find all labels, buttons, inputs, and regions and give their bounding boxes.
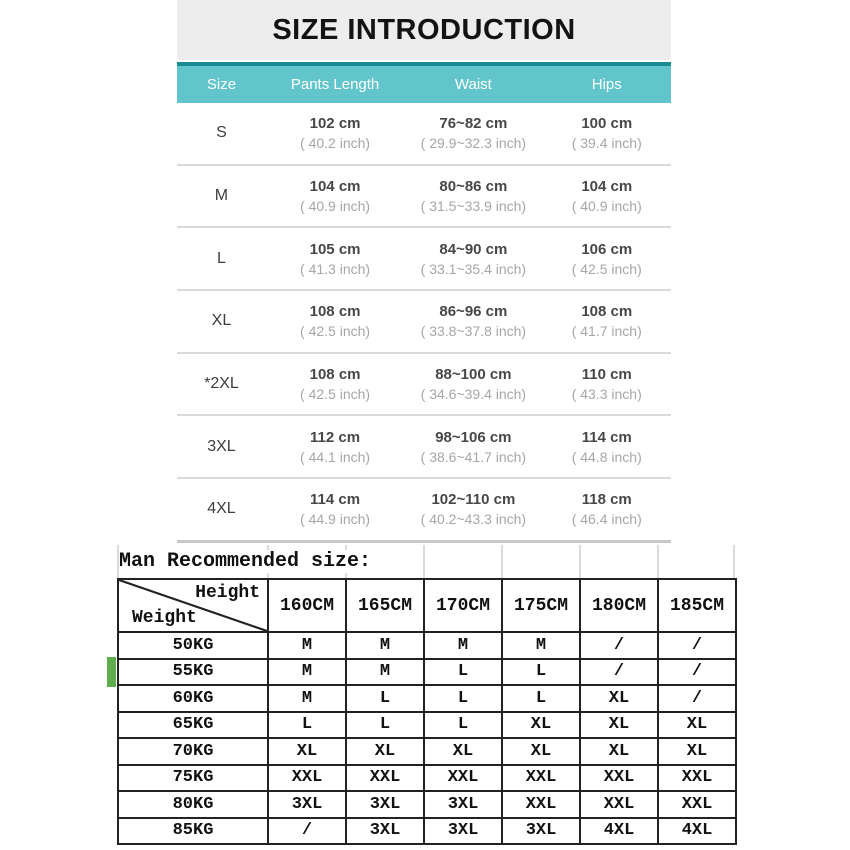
- hips-inch: ( 42.5 inch): [571, 260, 642, 277]
- size-label: L: [217, 249, 226, 267]
- hips-inch: ( 41.7 inch): [571, 323, 642, 340]
- recommend-size-value: XXL: [424, 765, 502, 792]
- waist-inch: ( 40.2~43.3 inch): [420, 511, 527, 528]
- recommend-size-value: 3XL: [346, 818, 424, 845]
- waist-inch: ( 38.6~41.7 inch): [420, 448, 527, 465]
- hips-inch: ( 40.9 inch): [571, 198, 642, 215]
- recommend-size-value: XL: [658, 738, 736, 765]
- size-table-header-row: [177, 62, 671, 103]
- recommend-row-55KG: [118, 659, 736, 686]
- recommend-size-value: L: [424, 659, 502, 686]
- page-title: SIZE INTRODUCTION: [177, 0, 671, 60]
- waist-cm: 76~82 cm: [439, 115, 508, 133]
- waist-inch: ( 33.8~37.8 inch): [420, 323, 527, 340]
- waist-cm: 102~110 cm: [431, 491, 516, 509]
- size-row-S: [177, 103, 671, 166]
- column-header-pants-length: Pants Length: [290, 76, 380, 93]
- recommend-size-value: XXL: [268, 765, 346, 792]
- recommend-size-value: M: [502, 632, 580, 659]
- weight-label: 65KG: [118, 712, 268, 739]
- recommend-row-70KG: [118, 738, 736, 765]
- corner-label-height: Height: [195, 583, 260, 603]
- pants-length-inch: ( 41.3 inch): [300, 260, 371, 277]
- recommend-size-value: M: [268, 659, 346, 686]
- recommend-size-value: XL: [346, 738, 424, 765]
- recommend-size-value: 4XL: [580, 818, 658, 845]
- recommend-size-value: XL: [580, 738, 658, 765]
- pants-length-cm: 104 cm: [309, 178, 361, 196]
- green-artifact: [107, 657, 116, 687]
- recommend-size-value: /: [580, 632, 658, 659]
- recommend-table-body: [118, 632, 736, 844]
- pants-length-inch: ( 44.9 inch): [300, 511, 371, 528]
- hips-cm: 118 cm: [581, 491, 632, 509]
- pants-length-inch: ( 40.9 inch): [300, 198, 371, 215]
- recommend-size-value: /: [658, 659, 736, 686]
- size-label: M: [214, 187, 229, 205]
- weight-label: 80KG: [118, 791, 268, 818]
- recommend-size-value: L: [424, 712, 502, 739]
- recommend-header-row: [118, 579, 736, 632]
- pants-length-cm: 114 cm: [310, 491, 361, 509]
- waist-cm: 84~90 cm: [439, 240, 508, 258]
- pants-length-cm: 105 cm: [309, 240, 361, 258]
- recommend-size-value: XL: [424, 738, 502, 765]
- column-header-hips: Hips: [591, 76, 622, 93]
- recommend-size-value: M: [346, 632, 424, 659]
- size-row-M: [177, 166, 671, 229]
- recommend-size-value: XXL: [580, 765, 658, 792]
- recommend-size-value: M: [424, 632, 502, 659]
- recommend-size-value: XXL: [580, 791, 658, 818]
- pants-length-cm: 108 cm: [309, 303, 361, 321]
- recommended-size-section: [117, 545, 735, 845]
- recommend-size-value: XL: [268, 738, 346, 765]
- pants-length-cm: 108 cm: [309, 366, 361, 384]
- height-column-header: 175CM: [502, 579, 580, 632]
- weight-label: 70KG: [118, 738, 268, 765]
- recommend-size-value: L: [346, 685, 424, 712]
- recommend-size-value: L: [502, 659, 580, 686]
- size-row-4XL: [177, 479, 671, 543]
- recommend-size-value: XXL: [502, 765, 580, 792]
- weight-label: 55KG: [118, 659, 268, 686]
- recommend-size-value: 3XL: [268, 791, 346, 818]
- weight-label: 75KG: [118, 765, 268, 792]
- recommend-size-value: /: [658, 632, 736, 659]
- corner-cell: [118, 579, 268, 632]
- height-column-header: 170CM: [424, 579, 502, 632]
- hips-inch: ( 46.4 inch): [571, 511, 642, 528]
- height-column-header: 160CM: [268, 579, 346, 632]
- pants-length-inch: ( 44.1 inch): [300, 448, 371, 465]
- corner-label-weight: Weight: [132, 608, 197, 628]
- recommend-size-value: XL: [658, 712, 736, 739]
- pants-length-cm: 112 cm: [310, 428, 361, 446]
- hips-cm: 104 cm: [581, 178, 633, 196]
- recommend-row-85KG: [118, 818, 736, 845]
- waist-inch: ( 31.5~33.9 inch): [420, 198, 527, 215]
- size-row-2XL: [177, 354, 671, 417]
- recommend-size-value: XL: [580, 685, 658, 712]
- recommend-size-value: XXL: [658, 765, 736, 792]
- size-label: 4XL: [207, 500, 236, 518]
- recommend-size-value: XXL: [658, 791, 736, 818]
- cropped-gridline: [423, 545, 425, 578]
- recommend-size-value: XL: [502, 712, 580, 739]
- recommend-size-value: 3XL: [424, 818, 502, 845]
- recommend-table-title: Man Recommended size:: [119, 550, 379, 573]
- recommend-table: [117, 578, 737, 845]
- hips-cm: 108 cm: [581, 303, 633, 321]
- waist-inch: ( 34.6~39.4 inch): [420, 386, 527, 403]
- size-row-XL: [177, 291, 671, 354]
- waist-cm: 88~100 cm: [435, 366, 512, 384]
- size-label: *2XL: [204, 375, 239, 393]
- hips-cm: 106 cm: [581, 240, 633, 258]
- recommend-row-80KG: [118, 791, 736, 818]
- waist-cm: 80~86 cm: [439, 178, 508, 196]
- height-column-header: 180CM: [580, 579, 658, 632]
- recommend-row-50KG: [118, 632, 736, 659]
- height-column-header: 165CM: [346, 579, 424, 632]
- cropped-gridline: [579, 545, 581, 578]
- recommend-size-value: L: [268, 712, 346, 739]
- weight-label: 60KG: [118, 685, 268, 712]
- size-label: XL: [211, 312, 232, 330]
- column-header-waist: Waist: [454, 76, 492, 93]
- pants-length-cm: 102 cm: [309, 115, 361, 133]
- recommend-size-value: XL: [502, 738, 580, 765]
- waist-cm: 86~96 cm: [439, 303, 508, 321]
- recommend-size-value: XL: [580, 712, 658, 739]
- hips-cm: 114 cm: [581, 428, 632, 446]
- recommend-size-value: L: [502, 685, 580, 712]
- cropped-gridline: [501, 545, 503, 578]
- recommend-size-value: 3XL: [346, 791, 424, 818]
- pants-length-inch: ( 42.5 inch): [300, 323, 371, 340]
- hips-inch: ( 43.3 inch): [571, 386, 642, 403]
- size-introduction-section: [177, 0, 671, 543]
- waist-inch: ( 33.1~35.4 inch): [420, 260, 527, 277]
- recommend-size-value: /: [268, 818, 346, 845]
- cropped-gridline: [733, 545, 735, 578]
- size-label: 3XL: [207, 437, 236, 455]
- pants-length-inch: ( 40.2 inch): [300, 135, 371, 152]
- recommend-row-65KG: [118, 712, 736, 739]
- waist-cm: 98~106 cm: [435, 428, 512, 446]
- recommend-row-60KG: [118, 685, 736, 712]
- waist-inch: ( 29.9~32.3 inch): [420, 135, 527, 152]
- size-row-L: [177, 228, 671, 291]
- weight-label: 85KG: [118, 818, 268, 845]
- recommend-size-value: L: [424, 685, 502, 712]
- size-label: S: [216, 124, 227, 142]
- recommend-size-value: XXL: [346, 765, 424, 792]
- weight-label: 50KG: [118, 632, 268, 659]
- recommend-size-value: /: [580, 659, 658, 686]
- size-table-body: [177, 103, 671, 543]
- recommend-size-value: M: [268, 685, 346, 712]
- recommend-size-value: M: [268, 632, 346, 659]
- hips-cm: 100 cm: [581, 115, 633, 133]
- recommend-size-value: XXL: [502, 791, 580, 818]
- size-row-3XL: [177, 416, 671, 479]
- cropped-gridline: [657, 545, 659, 578]
- recommend-size-value: L: [346, 712, 424, 739]
- hips-cm: 110 cm: [581, 366, 632, 384]
- column-header-size: Size: [206, 76, 237, 93]
- recommend-row-75KG: [118, 765, 736, 792]
- recommend-size-value: 3XL: [502, 818, 580, 845]
- pants-length-inch: ( 42.5 inch): [300, 386, 371, 403]
- recommend-size-value: M: [346, 659, 424, 686]
- recommend-size-value: 3XL: [424, 791, 502, 818]
- hips-inch: ( 39.4 inch): [571, 135, 642, 152]
- recommend-size-value: /: [658, 685, 736, 712]
- height-column-header: 185CM: [658, 579, 736, 632]
- recommend-size-value: 4XL: [658, 818, 736, 845]
- hips-inch: ( 44.8 inch): [571, 448, 642, 465]
